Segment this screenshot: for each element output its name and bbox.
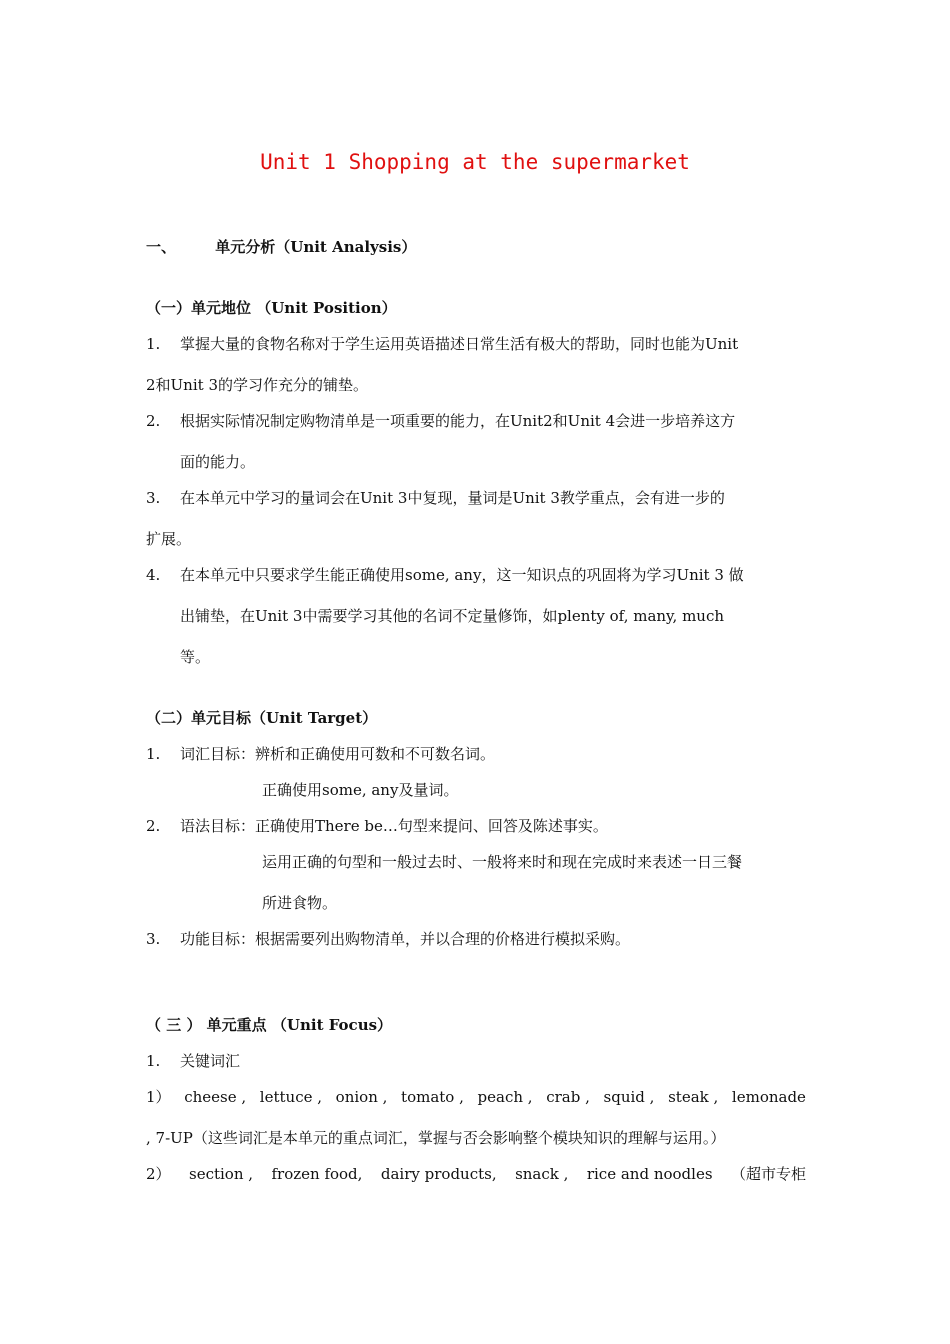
position-item-2-line-1 xyxy=(146,410,735,432)
subsection-heading-target: （二）单元目标（Unit Target） xyxy=(146,709,378,727)
target-label: 功能目标： xyxy=(180,930,256,948)
focus-item-1 xyxy=(146,1050,240,1072)
section-title: 单元分析（Unit Analysis） xyxy=(215,238,417,256)
section-heading xyxy=(146,236,416,258)
vocab-word: rice and noodles xyxy=(586,1165,713,1183)
position-item-1-line-1 xyxy=(146,333,806,355)
list-number: 1. xyxy=(146,335,161,353)
vocab-word: squid , xyxy=(603,1088,655,1106)
position-item-3-line-1 xyxy=(146,487,725,509)
focus-sub-1-line-1 xyxy=(146,1086,806,1108)
vocab-word: cheese , xyxy=(184,1088,247,1106)
vocab-word: section , xyxy=(189,1165,254,1183)
position-item-4-line-1 xyxy=(146,564,744,586)
list-text: 掌握大量的食物名称对于学生运用英语描述日常生活有极大的帮助，同时也能为Unit xyxy=(180,335,739,353)
target-label: 词汇目标： xyxy=(180,745,256,763)
focus-sub-1-line-2: , 7-UP（这些词汇是本单元的重点词汇，掌握与否会影响整个模块知识的理解与运用。） xyxy=(146,1129,726,1147)
position-item-1-line-2: 2和Unit 3的学习作充分的铺垫。 xyxy=(146,376,368,394)
vocab-word: （超市专柜 xyxy=(730,1165,806,1183)
list-number: 2. xyxy=(146,817,161,835)
list-number: 1. xyxy=(146,1052,161,1070)
position-item-4-line-2: 出铺垫，在Unit 3中需要学习其他的名词不定量修饰，如plenty of, many, much xyxy=(180,607,725,625)
list-text: 关键词汇 xyxy=(180,1052,241,1070)
target-label: 语法目标： xyxy=(180,817,256,835)
target-item-1-line-2: 正确使用some, any及量词。 xyxy=(262,781,459,799)
target-item-2-line-3: 所进食物。 xyxy=(262,894,338,912)
list-number: 1. xyxy=(146,745,161,763)
focus-sub-2-line-1 xyxy=(146,1163,806,1185)
vocab-word: snack , xyxy=(515,1165,569,1183)
section-number: 一、 xyxy=(146,238,177,256)
vocab-word: dairy products, xyxy=(380,1165,497,1183)
target-item-3-line-1 xyxy=(146,928,630,950)
vocab-word: steak , xyxy=(668,1088,719,1106)
position-item-4-line-3: 等。 xyxy=(180,648,211,666)
list-number: 3. xyxy=(146,489,161,507)
list-number: 2. xyxy=(146,412,161,430)
vocab-word: lettuce , xyxy=(259,1088,323,1106)
page-title: Unit 1 Shopping at the supermarket xyxy=(260,150,690,174)
target-item-1-line-1 xyxy=(146,743,495,765)
list-text: 正确使用There be…句型来提问、回答及陈述事实。 xyxy=(255,817,608,835)
vocab-word: crab , xyxy=(546,1088,590,1106)
list-text: 在本单元中只要求学生能正确使用some, any，这一知识点的巩固将为学习Unit 3 做 xyxy=(180,566,744,584)
list-text: 根据需要列出购物清单，并以合理的价格进行模拟采购。 xyxy=(255,930,631,948)
position-item-3-line-2: 扩展。 xyxy=(146,530,192,548)
sub-number: 1） xyxy=(146,1088,171,1106)
list-number: 3. xyxy=(146,930,161,948)
position-item-2-line-2: 面的能力。 xyxy=(180,453,256,471)
target-item-2-line-2: 运用正确的句型和一般过去时、一般将来时和现在完成时来表述一日三餐 xyxy=(262,853,743,871)
list-number: 4. xyxy=(146,566,161,584)
subsection-heading-focus: （ 三 ） 单元重点 （Unit Focus） xyxy=(146,1016,393,1034)
subsection-heading-position: （一）单元地位 （Unit Position） xyxy=(146,299,397,317)
vocab-word: tomato , xyxy=(401,1088,464,1106)
list-text: 根据实际情况制定购物清单是一项重要的能力，在Unit2和Unit 4会进一步培养这方 xyxy=(180,412,736,430)
list-text: 辨析和正确使用可数和不可数名词。 xyxy=(255,745,496,763)
vocab-word: peach , xyxy=(477,1088,533,1106)
vocab-word: onion , xyxy=(335,1088,388,1106)
list-text: 在本单元中学习的量词会在Unit 3中复现，量词是Unit 3教学重点，会有进一步的 xyxy=(180,489,725,507)
sub-number: 2） xyxy=(146,1165,171,1183)
vocab-word: lemonade xyxy=(731,1088,806,1106)
vocab-word: frozen food, xyxy=(271,1165,363,1183)
target-item-2-line-1 xyxy=(146,815,608,837)
